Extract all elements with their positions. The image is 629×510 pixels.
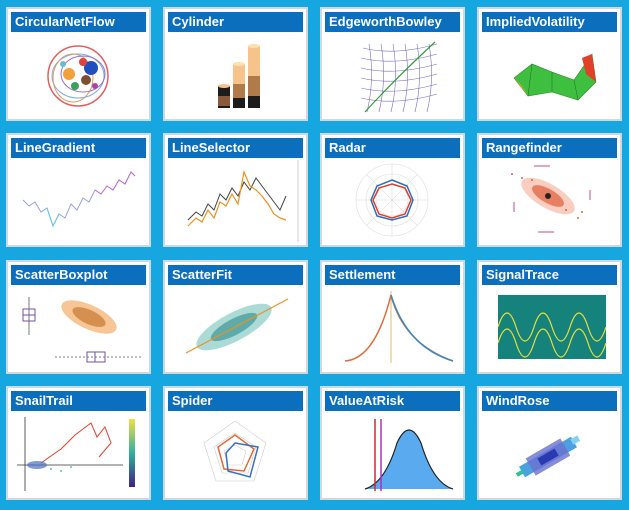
tile-spider[interactable] xyxy=(163,386,308,500)
settlement-icon xyxy=(325,287,460,369)
edgeworth-bowley-icon xyxy=(325,34,460,116)
tile-title: Cylinder xyxy=(168,12,303,32)
rangefinder-icon xyxy=(482,160,617,242)
tile-scatter-fit[interactable] xyxy=(163,260,308,374)
radar-icon xyxy=(325,160,460,242)
wind-rose-icon xyxy=(482,413,617,495)
tile-title: SnailTrail xyxy=(11,391,146,411)
tile-line-gradient[interactable] xyxy=(6,133,151,247)
signal-trace-icon xyxy=(482,287,617,369)
tile-title: LineSelector xyxy=(168,138,303,158)
tile-title: ScatterFit xyxy=(168,265,303,285)
tile-rangefinder[interactable] xyxy=(477,133,622,247)
tile-snail-trail[interactable] xyxy=(6,386,151,500)
implied-volatility-icon xyxy=(482,34,617,116)
scatter-boxplot-icon xyxy=(11,287,146,369)
tile-implied-volatility[interactable] xyxy=(477,7,622,121)
tile-scatter-boxplot[interactable] xyxy=(6,260,151,374)
tile-circular-net-flow[interactable] xyxy=(6,7,151,121)
tile-signal-trace[interactable] xyxy=(477,260,622,374)
tile-radar[interactable] xyxy=(320,133,465,247)
tile-title: Settlement xyxy=(325,265,460,285)
line-selector-icon xyxy=(168,160,303,242)
tile-title: WindRose xyxy=(482,391,617,411)
tile-title: Rangefinder xyxy=(482,138,617,158)
tile-cylinder[interactable] xyxy=(163,7,308,121)
tile-title: ScatterBoxplot xyxy=(11,265,146,285)
tile-title: EdgeworthBowley xyxy=(325,12,460,32)
value-at-risk-icon xyxy=(325,413,460,495)
tile-title: CircularNetFlow xyxy=(11,12,146,32)
scatter-fit-icon xyxy=(168,287,303,369)
tile-value-at-risk[interactable] xyxy=(320,386,465,500)
cylinder-bar-icon xyxy=(168,34,303,116)
tile-title: LineGradient xyxy=(11,138,146,158)
circular-net-flow-icon xyxy=(11,34,146,116)
spider-icon xyxy=(168,413,303,495)
tile-title: Radar xyxy=(325,138,460,158)
snail-trail-icon xyxy=(11,413,146,495)
tile-settlement[interactable] xyxy=(320,260,465,374)
tile-title: Spider xyxy=(168,391,303,411)
tile-title: ImpliedVolatility xyxy=(482,12,617,32)
tile-title: SignalTrace xyxy=(482,265,617,285)
tile-wind-rose[interactable] xyxy=(477,386,622,500)
tile-edgeworth-bowley[interactable] xyxy=(320,7,465,121)
line-gradient-icon xyxy=(11,160,146,242)
tile-title: ValueAtRisk xyxy=(325,391,460,411)
tile-line-selector[interactable] xyxy=(163,133,308,247)
